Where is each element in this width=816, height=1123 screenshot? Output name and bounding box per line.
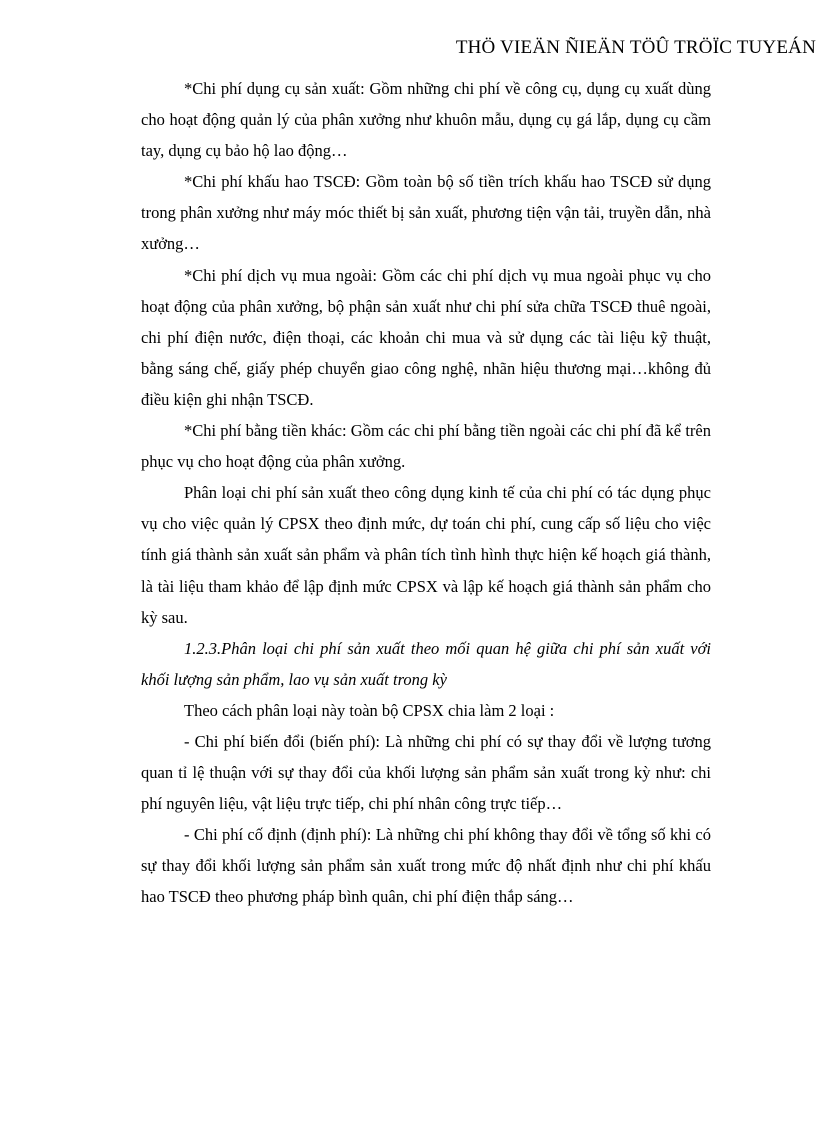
paragraph-variable-costs: - Chi phí biến đổi (biến phí): Là những chi phí có sự thay đổi về lượng tương quan tỉ lệ thuận với sự thay đổi của khối lượng sản phẩm sản xuất trong kỳ như: chi phí nguyên liệu, vật liệu trực tiếp, chi phí nhân công trực tiếp…: [141, 731, 711, 814]
paragraph-fixed-costs: - Chi phí cố định (định phí): Là những chi phí không thay đổi về tổng số khi có sự thay đổi khối lượng sản phẩm sản xuất trong mức độ nhất định như chi phí khấu hao TSCĐ theo phương pháp bình quân, chi phí điện thắp sáng…: [141, 825, 711, 907]
paragraph-other-cash-costs: *Chi phí bằng tiền khác: Gồm các chi phí bằng tiền ngoài các chi phí đã kể trên phục vụ cho hoạt động của phân xưởng.: [141, 421, 711, 472]
document-body: [141, 73, 711, 913]
paragraph-outsourced-services: *Chi phí dịch vụ mua ngoài: Gồm các chi phí dịch vụ mua ngoài phục vụ cho hoạt động của phân xưởng, bộ phận sản xuất như chi phí sửa chữa TSCĐ thuê ngoài, chi phí điện nước, điện thoại, các khoản chi mua và sử dụng các tài liệu kỹ thuật, bằng sáng chế, giấy phép chuyển giao công nghệ, nhãn hiệu thương mại…không đủ điều kiện ghi nhận TSCĐ.: [141, 265, 711, 409]
paragraph-two-types: Theo cách phân loại này toàn bộ CPSX chia làm 2 loại :: [184, 700, 555, 720]
paragraph-classification-purpose: Phân loại chi phí sản xuất theo công dụng kinh tế của chi phí có tác dụng phục vụ cho việc quản lý CPSX theo định mức, dự toán chi phí, cung cấp số liệu cho việc tính giá thành sản xuất sản phẩm và phân tích tình hình thực hiện kế hoạch giá thành, là tài liệu tham khảo để lập định mức CPSX và lập kế hoạch giá thành sản phẩm cho kỳ sau.: [141, 483, 711, 627]
section-heading-1-2-3: 1.2.3.Phân loại chi phí sản xuất theo mối quan hệ giữa chi phí sản xuất với khối lượng sản phẩm, lao vụ sản xuất trong kỳ: [141, 638, 711, 689]
library-header: THÖ VIEÄN ÑIEÄN TÖÛ TRÖÏC TUYEÁN: [455, 37, 816, 58]
paragraph-depreciation-costs: *Chi phí khấu hao TSCĐ: Gồm toàn bộ số tiền trích khấu hao TSCĐ sử dụng trong phân xưởng như máy móc thiết bị sản xuất, phương tiện vận tải, truyền dẫn, nhà xưởng…: [141, 172, 711, 254]
paragraph-tool-costs: *Chi phí dụng cụ sản xuất: Gồm những chi phí về công cụ, dụng cụ xuất dùng cho hoạt động quản lý của phân xưởng như khuôn mẫu, dụng cụ gá lắp, dụng cụ cầm tay, dụng cụ bảo hộ lao động…: [141, 79, 711, 161]
